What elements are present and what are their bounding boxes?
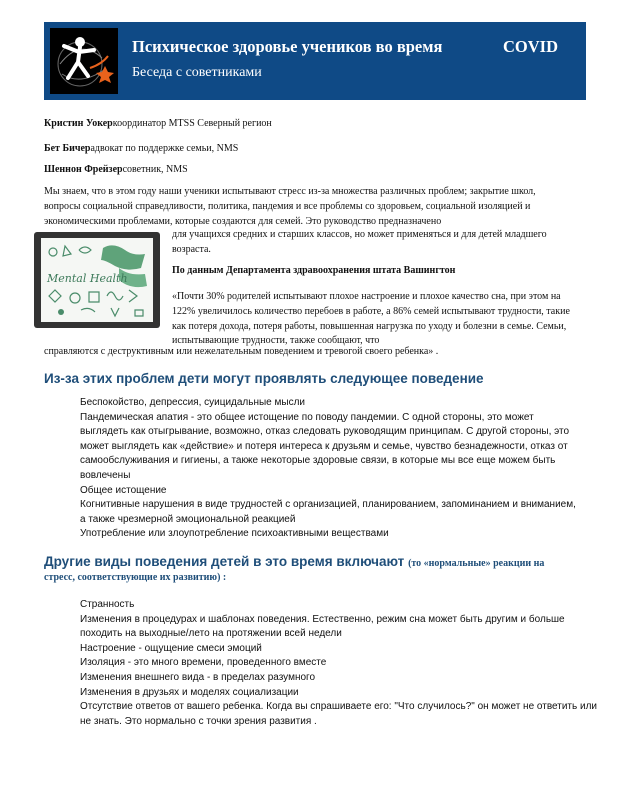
logo-icon [50, 28, 118, 94]
list-item-text: Настроение - ощущение смеси эмоций [80, 642, 262, 654]
author-line [44, 118, 272, 129]
list-item-text: Изменения внешнего вида - в пределах разумного [80, 671, 316, 683]
section-heading: Из-за этих проблем дети могут проявлять следующее поведение [44, 371, 484, 386]
author-role: адвокат по поддержке семьи, NMS [90, 143, 239, 154]
list-item [60, 484, 580, 499]
behavior-list [60, 396, 580, 542]
list-item-text: Изменения в процедурах и шаблонах поведения. Естественно, режим сна может быть другим и больше походить на выходные/лето на протяжении всей недели [80, 613, 565, 640]
list-item-text: Изоляция - это много времени, проведенного вместе [80, 657, 327, 669]
list-item-text: Изменения в друзьях и моделях социализации [80, 686, 299, 698]
quote-end: справляются с деструктивным или нежелательным поведением и тревогой своего ребенка» . [44, 346, 439, 357]
list-item [60, 598, 600, 613]
list-item [60, 527, 580, 542]
author-line [44, 143, 238, 154]
author-name: Кристин Уокер [44, 118, 113, 129]
page-subtitle: Беседа с советниками [132, 65, 262, 80]
mental-health-image [34, 232, 160, 328]
list-item-text: Пандемическая апатия - это общее истощение по поводу пандемии. С одной стороны, это может выглядеть как отыгрывание, возможно, отказ следовать руководящим принципам. С другой стороны, это может выглядеть как «действие» и потеря интереса к друзьям и семье, чувство безнадежности, отказ от самообслуживания и гигиены, а также некоторые здоровые связи, в которые мы все еще можем быть вовлечены [80, 411, 570, 481]
list-item [60, 656, 600, 671]
mental-health-illustration-icon [41, 238, 153, 322]
page-title: Психическое здоровье учеников во время [132, 37, 443, 56]
other-behavior-list [60, 598, 600, 729]
header-banner [44, 22, 586, 100]
list-item [60, 700, 600, 729]
list-item-text: Когнитивные нарушения в виде трудностей с организацией, планированием, запоминанием и вниманием, а также чрезмерной эмоциональной реакцией [80, 499, 576, 525]
list-item [60, 396, 580, 411]
author-line [44, 164, 188, 175]
list-item-text: Странность [80, 599, 135, 610]
title-covid: COVID [502, 37, 558, 56]
author-role: координатор MTSS Северный регион [112, 118, 272, 129]
list-item [60, 671, 600, 686]
list-item [60, 642, 600, 657]
section-heading [44, 554, 544, 569]
author-name: Бет Бичер [44, 143, 91, 154]
list-item-text: Употребление или злоупотребление психоактивными веществами [80, 528, 389, 540]
section-heading-line2: стресс, соответствующие их развитию) : [44, 572, 227, 583]
section-heading-note: (то «нормальные» реакции на [408, 558, 545, 569]
list-item-text: Отсутствие ответов от вашего ребенка. Когда вы спрашиваете его: "Что случилось?" он может не ответить или не знать. Это нормально с точки зрения развития . [80, 701, 598, 727]
intro-paragraph: Мы знаем, что в этом году наши ученики испытывают стресс из-за множества различных проблем; закрытие школ, вопросы социальной справедливости, политика, пандемия и все проблемы со здоровьем, социальной изоляцией и экономическими проблемами, которые создаются для семей. Это руководство предназначено [44, 186, 536, 227]
list-item [60, 498, 580, 527]
list-item-text: Беспокойство, депрессия, суицидальные мысли [80, 397, 305, 408]
list-item [60, 613, 600, 642]
author-name: Шеннон Фрейзер [44, 164, 123, 175]
intro-paragraph-continued: для учащихся средних и старших классов, но может применяться и для детей младшего возраста. [172, 229, 547, 255]
author-role: советник, NMS [122, 164, 188, 175]
list-item [60, 686, 600, 701]
quote-paragraph: «Почти 30% родителей испытывают плохое настроение и плохое качество сна, при этом на 122% увеличилось количество перебоев в работе, а 86% семей испытывают трудности, такие как потеря дохода, потеря работы, повышенная нагрузка по уходу и болезни в семье. Семьи, испытывающие трудности, также сообщают, что [172, 291, 570, 347]
section-heading-main: Другие виды поведения детей в это время включают [44, 554, 405, 569]
list-item-text: Общее истощение [80, 484, 167, 496]
source-heading: По данным Департамента здравоохранения штата Вашингтон [172, 265, 456, 276]
list-item [60, 411, 580, 484]
svg-text:Mental Health: Mental Health [47, 272, 128, 285]
